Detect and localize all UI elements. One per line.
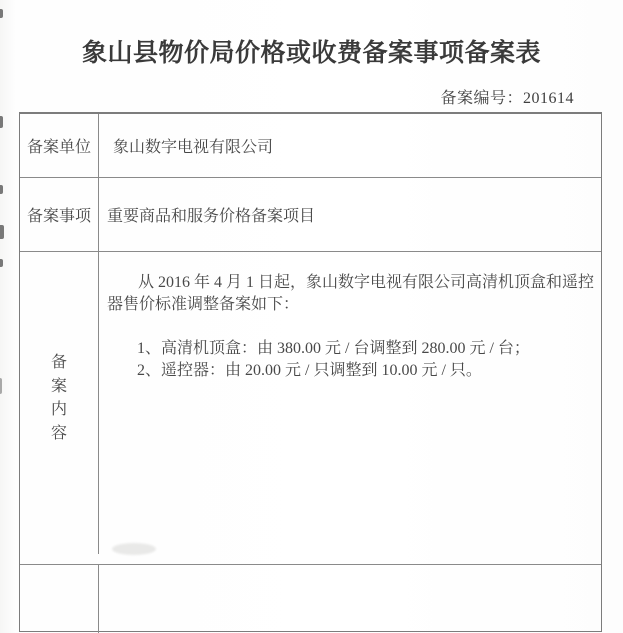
record-number — [440, 85, 574, 108]
paragraph-line: 器售价标准调整备案如下： — [107, 296, 300, 313]
filing-content-label-char: 内 — [50, 401, 67, 418]
table-row-empty — [20, 565, 601, 633]
scan-artifact — [0, 185, 3, 194]
scan-artifact — [0, 9, 3, 18]
scan-artifact — [0, 116, 3, 128]
table-row-filing-unit — [20, 114, 601, 178]
filing-table — [19, 112, 602, 632]
filing-content-label-char: 备 — [50, 354, 67, 371]
filing-matter-label: 备案事项 — [20, 178, 99, 251]
empty-row-label — [20, 565, 99, 633]
scan-smudge — [112, 543, 156, 555]
price-adjustment-item: 1、高清机顶盒：由 380.00 元 / 台调整到 280.00 元 / 台； — [137, 340, 530, 357]
filing-content-label — [20, 242, 99, 554]
record-number-label: 备案编号： — [440, 90, 523, 107]
filing-matter-value: 重要商品和服务价格备案项目 — [107, 208, 316, 225]
price-adjustment-list — [137, 338, 591, 382]
price-adjustment-item: 2、遥控器：由 20.00 元 / 只调整到 10.00 元 / 只。 — [137, 362, 482, 379]
document-title: 象山县物价局价格或收费备案事项备案表 — [81, 40, 541, 67]
paragraph-line: 从 2016 年 4 月 1 日起，象山数字电视有限公司高清机顶盒和遥控 — [138, 274, 595, 291]
filing-content-label-char: 容 — [50, 424, 67, 442]
filing-content-body — [99, 252, 601, 564]
table-row-filing-matter — [20, 178, 601, 252]
scan-artifact — [0, 259, 3, 267]
filing-content-paragraph — [107, 272, 595, 316]
table-row-filing-content — [20, 252, 601, 565]
filing-unit-label: 备案单位 — [20, 114, 99, 177]
scan-artifact — [0, 378, 2, 394]
scan-artifact — [0, 225, 4, 239]
filing-content-label-char: 案 — [50, 377, 67, 395]
empty-row-value — [99, 565, 601, 633]
filing-unit-value: 象山数字电视有限公司 — [113, 139, 274, 156]
record-number-value: 201614 — [523, 90, 574, 107]
